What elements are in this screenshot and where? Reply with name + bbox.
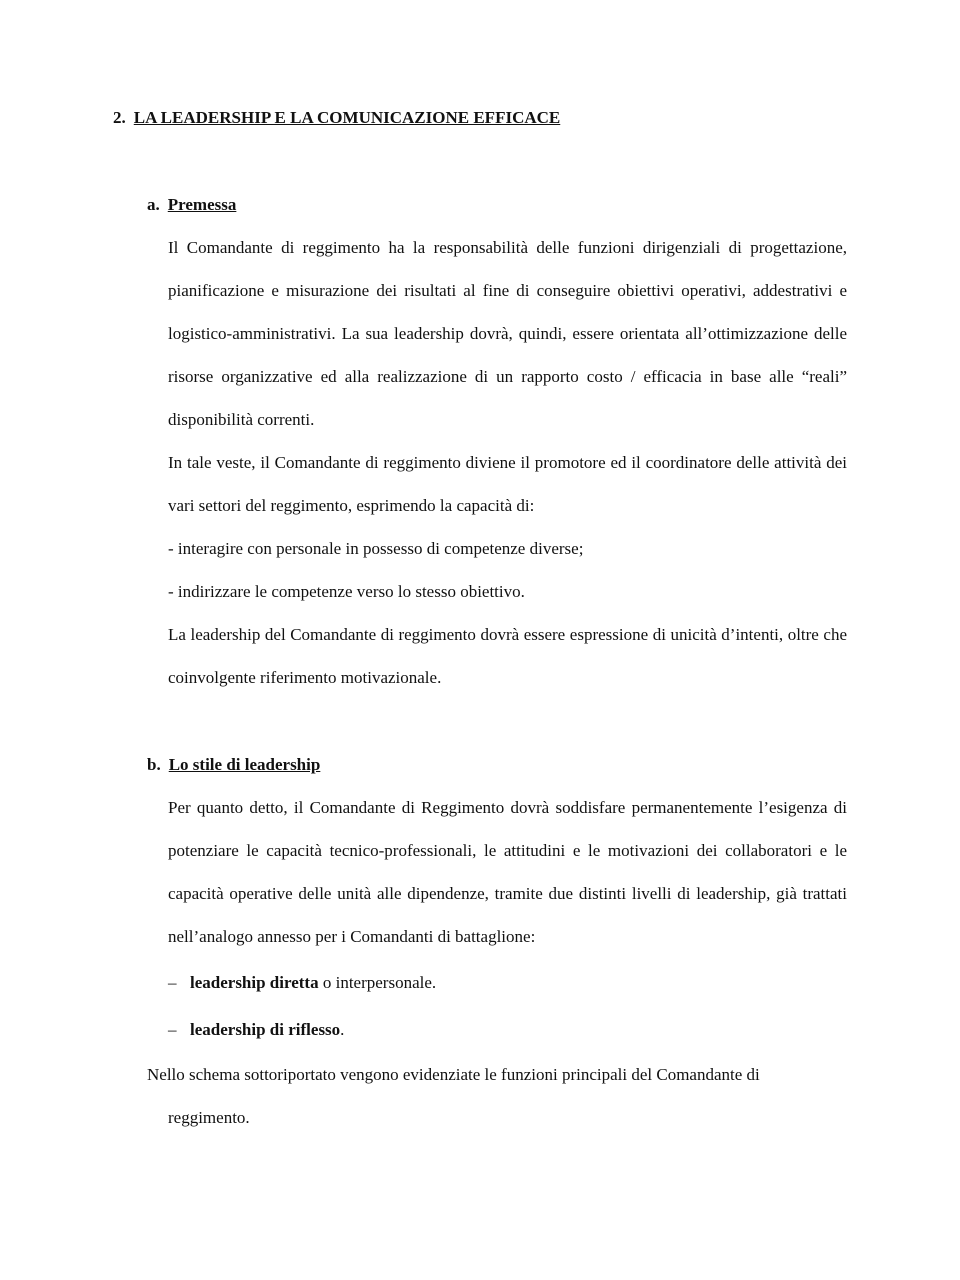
list-item: - indirizzare le competenze verso lo stesso obiettivo. bbox=[168, 582, 525, 601]
premessa-paragraph-1: Il Comandante di reggimento ha la responsabilità delle funzioni dirigenziali di progettazione, pianificazione e misurazione dei risultati al fine di conseguire obiettivi operativi, addestrativi e logistico-amministrativi. La sua leadership dovrà, quindi, essere orientata all’ottimizzazione delle risorse organizzative ed alla realizzazione di un rapporto costo / efficacia in base alle “reali” disponibilità correnti. bbox=[168, 238, 847, 429]
closing-line-1: Nello schema sottoriportato vengono evidenziate le funzioni principali del Comandante di bbox=[147, 1065, 760, 1084]
leadership-level-item bbox=[168, 1020, 344, 1040]
list-item: - interagire con personale in possesso di competenze diverse; bbox=[168, 539, 584, 558]
leadership-level-name: leadership di riflesso bbox=[190, 1020, 341, 1039]
dash-marker: – bbox=[168, 973, 177, 992]
stile-paragraph-1: Per quanto detto, il Comandante di Reggimento dovrà soddisfare permanentemente l’esigenza di potenziare le capacità tecnico-professionali, le attitudini e le motivazioni dei collaboratori e le capacità operative delle unità alle dipendenze, tramite due distinti livelli di leadership, già trattati nell’analogo annesso per i Comandanti di battaglione: bbox=[168, 798, 847, 946]
leadership-level-name: leadership diretta bbox=[190, 973, 319, 992]
section-title: LA LEADERSHIP E LA COMUNICAZIONE EFFICACE bbox=[133, 108, 561, 127]
subsection-a-letter: a. bbox=[147, 195, 160, 214]
leadership-level-note: . bbox=[340, 1020, 345, 1039]
subsection-b-letter: b. bbox=[147, 755, 161, 774]
subsection-b-title: Lo stile di leadership bbox=[168, 755, 321, 774]
premessa-paragraph-2: In tale veste, il Comandante di reggimento diviene il promotore ed il coordinatore delle attività dei vari settori del reggimento, esprimendo la capacità di: bbox=[168, 453, 847, 515]
subsection-a-heading bbox=[147, 195, 236, 215]
section-heading bbox=[113, 108, 560, 128]
section-number: 2. bbox=[113, 108, 126, 127]
dash-marker: – bbox=[168, 1020, 177, 1039]
subsection-a-title: Premessa bbox=[167, 195, 237, 214]
leadership-level-note: o interpersonale. bbox=[318, 973, 437, 992]
closing-paragraph bbox=[147, 1053, 847, 1139]
subsection-b-heading bbox=[147, 755, 320, 775]
premessa-paragraph-3: La leadership del Comandante di reggimento dovrà essere espressione di unicità d’intenti, oltre che coinvolgente riferimento motivazionale. bbox=[168, 625, 847, 687]
leadership-level-item bbox=[168, 973, 436, 993]
closing-line-2: reggimento. bbox=[168, 1108, 250, 1127]
